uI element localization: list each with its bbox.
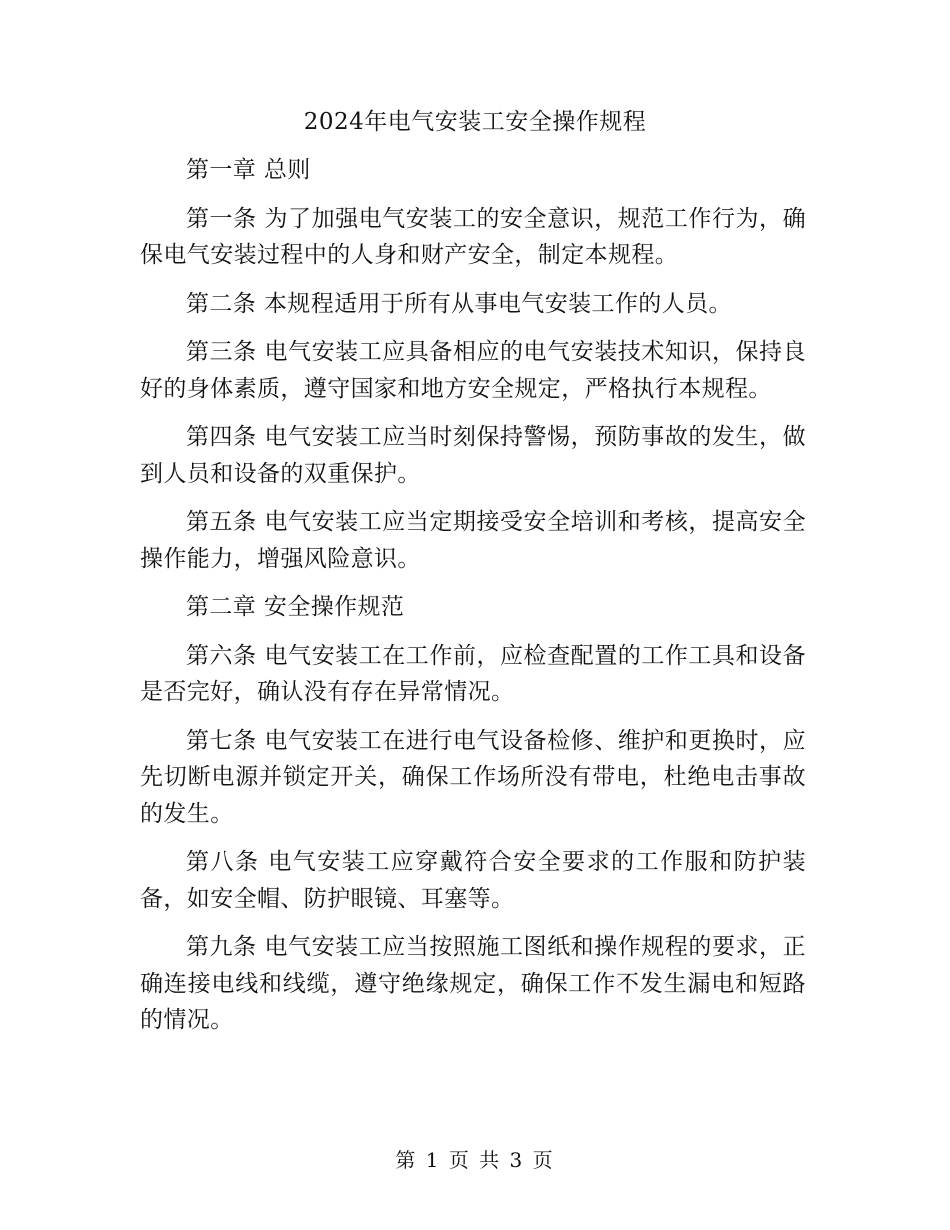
article-5: 第五条 电气安装工应当定期接受安全培训和考核，提高安全操作能力，增强风险意识。: [140, 509, 806, 572]
chapter-heading-1: 第一章 总则: [186, 157, 311, 183]
article-2: 第二条 本规程适用于所有从事电气安装工作的人员。: [186, 290, 732, 317]
document-body: [140, 152, 806, 1051]
document-title: 2024年电气安装工安全操作规程: [303, 109, 647, 135]
article-7: 第七条 电气安装工在进行电气设备检修、维护和更换时，应先切断电源并锁定开关，确保工作场所没有带电，杜绝电击事故的发生。: [140, 727, 806, 827]
article-1: 第一条 为了加强电气安装工的安全意识，规范工作行为，确保电气安装过程中的人身和财产安全，制定本规程。: [140, 205, 806, 268]
article-3: 第三条 电气安装工应具备相应的电气安装技术知识，保持良好的身体素质，遵守国家和地方安全规定，严格执行本规程。: [140, 339, 806, 402]
article-6: 第六条 电气安装工在工作前，应检查配置的工作工具和设备是否完好，确认没有存在异常情况。: [140, 642, 806, 705]
page-number-footer: 第 1 页 共 3 页: [395, 1148, 555, 1172]
article-4: 第四条 电气安装工应当时刻保持警惕，预防事故的发生，做到人员和设备的双重保护。: [140, 424, 806, 487]
chapter-heading-2: 第二章 安全操作规范: [186, 594, 405, 620]
article-8: 第八条 电气安装工应穿戴符合安全要求的工作服和防护装备，如安全帽、防护眼镜、耳塞等。: [140, 849, 806, 912]
article-9: 第九条 电气安装工应当按照施工图纸和操作规程的要求，正确连接电线和线缆，遵守绝缘规定，确保工作不发生漏电和短路的情况。: [140, 934, 806, 1033]
